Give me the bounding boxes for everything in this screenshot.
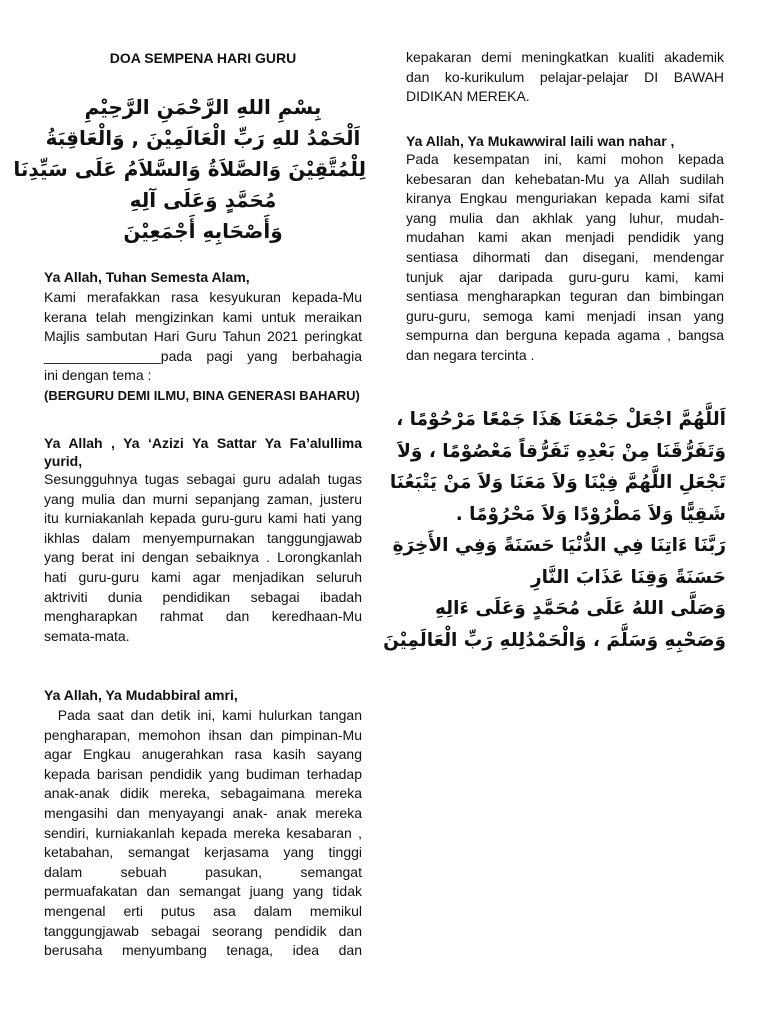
paragraph-line: tunjuk ajar daripada guru-guru kami, kami xyxy=(406,268,724,285)
arabic-closing-line: وَصَلَّى اللهُ عَلَى مُحَمَّدٍ وَعَلَى ءَالِهِ xyxy=(434,598,726,619)
paragraph-line: ini dengan tema : xyxy=(44,367,152,384)
paragraph-line: semata-mata. xyxy=(44,627,130,644)
paragraph-line: ketabahan, semangat kerjasama yang tinggi xyxy=(44,844,362,861)
paragraph-line: Sesungguhnya tugas sebagai guru adalah tugas xyxy=(44,471,362,487)
paragraph-line: kebesaran dan kehebatan-Mu ya Allah sudilah xyxy=(406,170,724,187)
section-ya-azizi xyxy=(44,434,362,646)
section-heading xyxy=(44,434,362,470)
arabic-opening-line: اَلْحَمْدُ للهِ رَبِّ الْعَالَمِيْنَ , وَالْعَاقِبَةُ xyxy=(45,126,361,150)
section-ya-mudabbiral-continued xyxy=(406,48,724,107)
paragraph-line: kepada barisan pendidik yang budiman terhadap xyxy=(44,765,362,782)
theme-text: (BERGURU DEMI ILMU, BINA GENERASI BAHARU) xyxy=(44,387,360,403)
paragraph-line: ikhlas dalam menyempurnakan tanggungjawab xyxy=(44,529,362,546)
section-heading: Ya Allah, Ya Mudabbiral amri, xyxy=(44,687,238,703)
arabic-opening xyxy=(13,92,366,247)
paragraph-line: mudahan kami akan menjadi pendidik yang xyxy=(406,229,724,246)
arabic-closing-line: تَجْعَلِ اللَّهُمَّ فِيْنَا وَلاَ مَعَنَا وَلاَ مَنْ يَتْبَعُنَا xyxy=(389,472,726,493)
paragraph-line: dan negara tercinta . xyxy=(406,346,535,363)
paragraph-line: sendiri, kurniakanlah kepada mereka kesabaran , xyxy=(44,824,362,841)
paragraph-line: _______________pada pagi yang berbahagia xyxy=(44,347,362,364)
section-tuhan-semesta-alam xyxy=(44,268,362,405)
arabic-opening-line: لِلْمُتَّقِيْنَ وَالصَّلاَةُ وَالسَّلاَمُ عَلَى سَيِّدِنَا xyxy=(13,157,366,181)
arabic-closing-line: وَتَفَرُّقَنَا مِنْ بَعْدِهِ تَفَرُّقاً مَعْصُوْمًا ، وَلاَ xyxy=(397,440,726,462)
paragraph-line: itu kurniakanlah kepada guru-guru kami hati yang xyxy=(44,510,362,527)
section-ya-mukawwiral xyxy=(406,132,724,366)
paragraph-line: aktriviti dunia pendidikan sebagai ibadah xyxy=(44,588,362,605)
arabic-closing-line: وَصَحْبِهِ وَسَلَّمَ ، وَالْحَمْدُلِلهِ رَبِّ الْعَالَمِيْنَ xyxy=(383,629,726,651)
paragraph-line: sentiasa mengharapkan teguran dan bimbingan xyxy=(406,288,724,305)
section-paragraph xyxy=(406,48,724,107)
paragraph-line: pengharapan, memohon ihsan dan pimpinan-Mu xyxy=(44,726,362,743)
section-paragraph xyxy=(44,288,362,405)
page-title: DOA SEMPENA HARI GURU xyxy=(109,50,297,66)
paragraph-line: sentiasa dihormati dan disegani, mendengar xyxy=(406,248,724,265)
paragraph-line: dan ko-kurikulum pelajar-pelajar DI BAWAH xyxy=(406,68,724,85)
paragraph-line: mengharapkan rahmat dan keredhaan-Mu xyxy=(44,608,362,625)
section-heading-line: Ya Allah , Ya ‘Azizi Ya Sattar Ya Fa’alullima xyxy=(44,435,362,451)
arabic-closing xyxy=(383,404,726,656)
arabic-opening-line: مُحَمَّدٍ وَعَلَى آلِهِ xyxy=(129,188,277,212)
paragraph-line: yang berat ini dengan sebaiknya . Lorongkanlah xyxy=(44,549,362,566)
arabic-closing-line: حَسَنَةً وَقِنَا عَذَابَ النَّارِ xyxy=(530,566,726,588)
section-paragraph xyxy=(44,706,362,961)
arabic-opening-line: وَأَصْحَابِهِ أَجْمَعِيْنَ xyxy=(123,219,283,243)
paragraph-line: mengenal erti putus asa dalam memikul xyxy=(44,902,362,919)
section-heading-line: yurid, xyxy=(44,453,83,469)
paragraph-line: guru-guru, semoga kami menjadi insan yang xyxy=(406,307,724,324)
paragraph-line: dalam sebuah pasukan, semangat xyxy=(44,863,362,880)
arabic-opening-line: بِسْمِ اللهِ الرَّحْمَنِ الرَّحِيْمِ xyxy=(84,95,322,119)
paragraph-line: kepakaran demi meningkatkan kualiti akademik xyxy=(406,49,724,65)
paragraph-line: agar Engkau anugerahkan rasa kasih sayang xyxy=(44,746,362,763)
paragraph-line: permuafakatan dan semangat juang yang tidak xyxy=(44,883,362,900)
section-heading: Ya Allah, Ya Mukawwiral laili wan nahar , xyxy=(406,133,675,149)
section-heading: Ya Allah, Tuhan Semesta Alam, xyxy=(44,269,250,285)
paragraph-line: berusaha menyumbang tenaga, idea dan xyxy=(44,942,362,959)
section-paragraph xyxy=(406,150,724,366)
arabic-closing-line: رَبَّنَا ءَاتِنَا فِي الدُّنْيَا حَسَنَةً وَفِي الأَخِرَةِ xyxy=(392,535,726,556)
paragraph-line: yang mulia dan akhlak yang luhur, mudah- xyxy=(406,209,724,226)
section-paragraph xyxy=(44,470,362,646)
paragraph-line: anak-anak didik mereka, sebagaimana mereka xyxy=(44,785,362,802)
paragraph-line: DIDIKAN MEREKA. xyxy=(406,88,530,105)
paragraph-line: Majlis sambutan Hari Guru Tahun 2021 peringkat xyxy=(44,328,362,345)
paragraph-line: hati guru-guru kami agar menjadikan seluruh xyxy=(44,568,362,585)
paragraph-line: Pada kesempatan ini, kami mohon kepada xyxy=(406,151,724,167)
paragraph-line: Pada saat dan detik ini, kami hulurkan tangan xyxy=(44,707,362,723)
paragraph-line: sempurna dan berguna kepada agama , bangsa xyxy=(406,327,724,344)
paragraph-line: kerana telah mengizinkan kami untuk meraikan xyxy=(44,308,362,325)
paragraph-line: yang mulia dan murni sepanjang zaman, justeru xyxy=(44,490,362,507)
paragraph-line: tanggungjawab sebagai seorang pendidik dan xyxy=(44,922,362,939)
paragraph-line: Kami merafakkan rasa kesyukuran kepada-Mu xyxy=(44,289,362,305)
arabic-closing-line: شَقِيًّا وَلاَ مَطْرُوْدًا وَلاَ مَحْرُوْمًا . xyxy=(455,503,726,525)
paragraph-line: mengasihi dan menyayangi anak- anak mereka xyxy=(44,804,362,821)
arabic-closing-line: اَللَّهُمَّ اجْعَلْ جَمْعَنَا هَذَا جَمْعًا مَرْحُوْمًا ، xyxy=(396,409,726,430)
section-ya-mudabbiral xyxy=(44,686,362,961)
paragraph-line: kiranya Engkau menguriakan kepada kami sifat xyxy=(406,190,724,207)
